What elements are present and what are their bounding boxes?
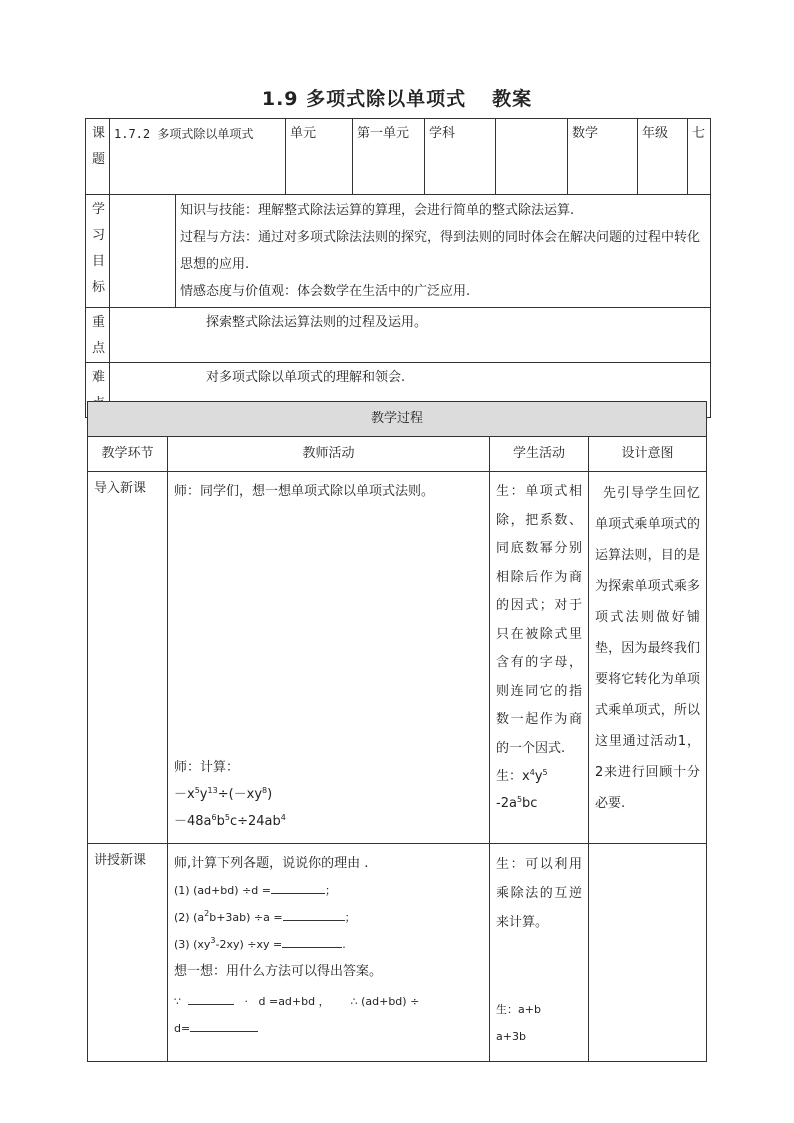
- student-method-text: 生：可以利用乘除法的互逆来计算。: [496, 857, 582, 930]
- calc-expression-2: $-48a^6b^5c\div 24ab^4$: [174, 813, 286, 829]
- col-student: 学生活动: [490, 437, 589, 472]
- teacher-new-intro: 师,计算下列各题，说说你的理由 .: [174, 856, 369, 871]
- document-title: [0, 84, 794, 111]
- think-prompt: 想一想：用什么方法可以得出答案。: [174, 964, 383, 979]
- title-main: 1.9 多项式除以单项式: [261, 88, 467, 110]
- goals-content: [176, 195, 711, 308]
- result-line: d=: [174, 1015, 483, 1042]
- student-answer-4: a+3b: [496, 1030, 526, 1043]
- student-answer-2: $-2a^5bc$: [496, 795, 538, 811]
- teacher-activity-new: [168, 844, 490, 1062]
- unit-value: 第一单元: [353, 119, 425, 195]
- key-label: 重点: [86, 308, 110, 363]
- grade-value: 七: [688, 119, 711, 195]
- subject-label: 学科: [425, 119, 496, 195]
- difficulty-label: 难: [86, 363, 110, 418]
- teaching-process-table: [87, 401, 707, 1062]
- reasoning-line: ∵ · d =ad+bd ， ∴ (ad+bd) ÷: [174, 988, 483, 1015]
- goals-label: 学习目标: [86, 195, 110, 308]
- goal-process: 过程与方法：通过对多项式除法法则的探究，得到法则的同时体会在解决问题的过程中转化思想的应用.: [180, 230, 701, 272]
- title-sub: 教案: [492, 88, 533, 110]
- goal-attitude: 情感态度与价值观：体会数学在生活中的广泛应用.: [180, 284, 471, 299]
- subject-value: 数学: [568, 119, 638, 195]
- grade-label: 年级: [638, 119, 688, 195]
- process-header: 教学过程: [88, 402, 707, 437]
- design-intent-text: 先引导学生回忆单项式乘单项式的运算法则，目的是为探索单项式乘多项式法则做好铺垫，因为最终我们要将它转化为单项式乘单项式，所以这里通过活动1，2来进行回顾十分必要.: [595, 486, 701, 811]
- stage-new: 讲授新课: [88, 844, 168, 1062]
- reasoning-blank-1[interactable]: [188, 988, 234, 1005]
- lesson-info-table: [85, 118, 711, 418]
- student-activity-intro: [490, 472, 589, 844]
- difficulty-text: 对多项式除以单项式的理解和领会.: [110, 363, 711, 418]
- student-rule-text: 生：单项式相除，把系数、同底数幂分别相除后作为商的因式；对于只在被除式里含有的字母，则连同它的指数一起作为商的一个因式.: [496, 484, 582, 756]
- problem-2: (2) $(a^2b+3ab) \div a$ = ；: [174, 904, 483, 931]
- key-text: 探索整式除法运算法则的过程及运用。: [110, 308, 711, 363]
- goal-knowledge: 知识与技能：理解整式除法运算的算理，会进行简单的整式除法运算.: [180, 203, 575, 218]
- teacher-activity-intro: [168, 472, 490, 844]
- teacher-calc-label: 师：计算：: [174, 760, 240, 775]
- col-teacher: 教师活动: [168, 437, 490, 472]
- answer-blank-3[interactable]: [282, 931, 342, 948]
- stage-intro: 导入新课: [88, 472, 168, 844]
- calc-expression-1: $-x^5y^{13}\div(-xy^8)$: [174, 786, 273, 802]
- problem-3: (3) $(xy^3-2xy) \div xy$ = .: [174, 931, 483, 958]
- col-design: 设计意图: [589, 437, 707, 472]
- design-intent-new: [589, 844, 707, 1062]
- subject-empty: [496, 119, 568, 195]
- student-answer-1: 生：$x^4y^5$: [496, 768, 548, 784]
- answer-blank-2[interactable]: [283, 904, 345, 921]
- goals-empty: [110, 195, 176, 308]
- unit-label: 单元: [286, 119, 353, 195]
- problem-1: (1) (ad+bd) ÷d = ；: [174, 877, 483, 904]
- student-activity-new: [490, 844, 589, 1062]
- student-answer-3: 生：a+b: [496, 1003, 541, 1016]
- ke-value: 1.7.2 多项式除以单项式: [110, 119, 286, 195]
- answer-blank-1[interactable]: [271, 877, 325, 894]
- ke-label: 课题: [86, 119, 110, 195]
- teacher-intro-text: 师：同学们，想一想单项式除以单项式法则。: [174, 484, 435, 499]
- design-intent-intro: [589, 472, 707, 844]
- col-stage: 教学环节: [88, 437, 168, 472]
- result-blank[interactable]: [190, 1015, 258, 1032]
